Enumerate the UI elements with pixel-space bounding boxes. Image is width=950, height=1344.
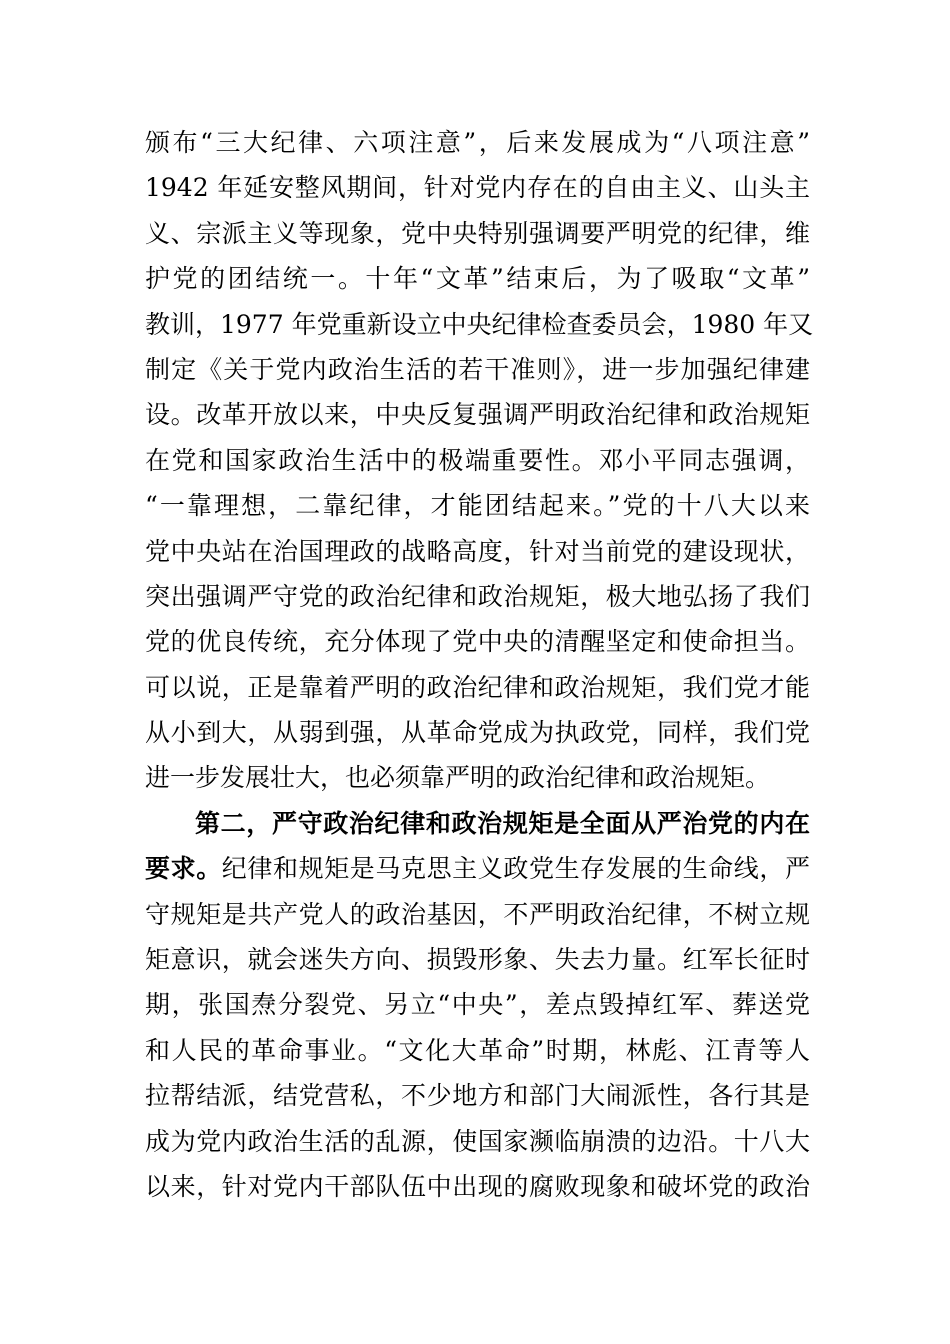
text-line: 成为党内政治生活的乱源，使国家濒临崩溃的边沿。十八大 — [145, 1126, 810, 1156]
text-line: 可以说，正是靠着严明的政治纪律和政治规矩，我们党才能 — [145, 672, 810, 702]
text-line: 守规矩是共产党人的政治基因，不严明政治纪律，不树立规 — [145, 899, 810, 929]
text-line: 和人民的革命事业。“文化大革命”时期，林彪、江青等人 — [145, 1035, 810, 1065]
text-line: 拉帮结派，结党营私，不少地方和部门大闹派性，各行其是 — [145, 1081, 810, 1111]
text-line: “一靠理想，二靠纪律，才能团结起来。”党的十八大以来 — [145, 491, 810, 521]
text-line: 义、宗派主义等现象，党中央特别强调要严明党的纪律，维 — [145, 218, 810, 248]
text-line: 突出强调严守党的政治纪律和政治规矩，极大地弘扬了我们 — [145, 581, 810, 611]
text-run: 纪律和规矩是马克思主义政党生存发展的生命线，严 — [221, 854, 810, 884]
text-line: 制定《关于党内政治生活的若干准则》，进一步加强纪律建 — [145, 354, 810, 384]
text-line: 从小到大，从弱到强，从革命党成为执政党，同样，我们党 — [145, 718, 810, 748]
text-line: 矩意识，就会迷失方向、损毁形象、失去力量。红军长征时 — [145, 945, 810, 975]
text-line: 期，张国焘分裂党、另立“中央”，差点毁掉红军、葬送党 — [145, 990, 810, 1020]
text-line — [145, 846, 810, 891]
paragraph-heading: 第二，严守政治纪律和政治规矩是全面从严治党的内在 — [195, 808, 810, 838]
text-line: 1942 年延安整风期间，针对党内存在的自由主义、山头主 — [145, 173, 810, 203]
text-line: 在党和国家政治生活中的极端重要性。邓小平同志强调， — [145, 445, 810, 475]
body-text — [145, 120, 814, 1209]
paragraph-heading-end: 要求。 — [145, 854, 222, 884]
text-line: 进一步发展壮大，也必须靠严明的政治纪律和政治规矩。 — [145, 763, 771, 793]
text-line: 党的优良传统，充分体现了党中央的清醒坚定和使命担当。 — [145, 627, 810, 657]
text-line: 护党的团结统一。十年“文革”结束后，为了吸取“文革” — [145, 264, 810, 294]
text-line: 教训，1977 年党重新设立中央纪律检查委员会，1980 年又 — [145, 309, 814, 339]
text-line: 颁布“三大纪律、六项注意”，后来发展成为“八项注意” — [145, 128, 810, 157]
text-line: 以来，针对党内干部队伍中出现的腐败现象和破坏党的政治 — [145, 1171, 810, 1201]
text-line: 党中央站在治国理政的战略高度，针对当前党的建设现状， — [145, 536, 810, 566]
text-line: 设。改革开放以来，中央反复强调严明政治纪律和政治规矩 — [145, 400, 810, 430]
